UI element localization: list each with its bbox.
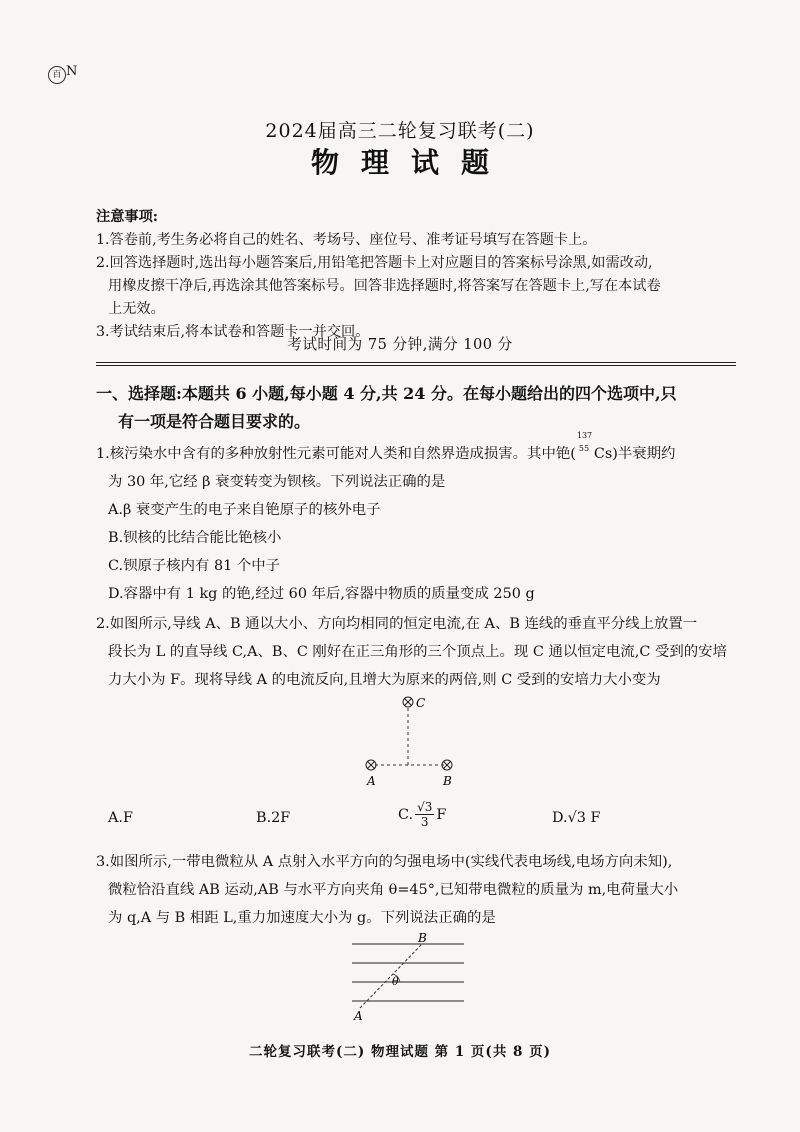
q1-isotope-mass: 137	[576, 431, 593, 440]
question-1	[96, 431, 746, 608]
q2-line3: 力大小为 F。现将导线 A 的电流反向,且增大为原来的两倍,则 C 受到的安培力大小变为	[108, 672, 661, 688]
label-c: C	[416, 696, 426, 710]
q1-isotope-atomic: 55	[578, 444, 590, 453]
q2-option-b: B.2F	[256, 810, 291, 826]
q2-option-d: D.√3 F	[552, 810, 601, 826]
q2-option-a: A.F	[108, 810, 133, 826]
notice-item-2-cont: 用橡皮擦干净后,再选涂其他答案标号。回答非选择题时,将答案写在答题卡上,写在本试卷	[108, 278, 661, 294]
section-heading-line2: 有一项是符合题目要求的。	[118, 412, 311, 431]
notice-item-2: 2.回答选择题时,选出每小题答案后,用铅笔把答题卡上对应题目的答案标号涂黑,如需改动,	[96, 255, 653, 271]
page-footer: 二轮复习联考(二) 物理试题 第 1 页(共 8 页)	[248, 1044, 552, 1060]
q3-line2: 微粒恰沿直线 AB 运动,AB 与水平方向夹角 θ=45°,已知带电微粒的质量为 m,电荷量大小	[108, 882, 679, 898]
divider-thin	[96, 365, 736, 366]
q1-stem-line1	[96, 431, 746, 468]
q2-line1: 2.如图所示,导线 A、B 通以大小、方向均相同的恒定电流,在 A、B 连线的垂直平分线上放置一	[96, 616, 698, 632]
q1-option-b: B.钡核的比结合能比铯核小	[108, 530, 282, 546]
exam-title: 2024届高三二轮复习联考(二)	[265, 120, 535, 142]
notice-item-1: 1.答卷前,考生务必将自己的姓名、考场号、座位号、准考证号填写在答题卡上。	[96, 232, 597, 248]
q1-isotope-symbol: Cs	[593, 446, 613, 462]
q1-option-a: A.β 衰变产生的电子来自铯原子的核外电子	[108, 502, 381, 518]
section-heading-line1: 一、选择题:本题共 6 小题,每小题 4 分,共 24 分。在每小题给出的四个选项中,只	[96, 384, 677, 403]
q2-option-c	[398, 800, 446, 829]
q2-option-c-suffix: F	[436, 806, 447, 823]
time-info: 考试时间为 75 分钟,满分 100 分	[287, 336, 513, 353]
q1-stem-b: )半衰期约	[612, 446, 676, 462]
q2-option-c-prefix: C.	[398, 806, 414, 823]
notice-block	[96, 229, 736, 344]
wire-c-symbol	[403, 697, 413, 707]
divider-thick	[96, 362, 736, 363]
subject-title: 物理试题	[310, 146, 511, 179]
notice-item-2-end: 上无效。	[108, 301, 165, 317]
q2-option-c-denominator: 3	[420, 815, 429, 829]
q2-figure	[355, 690, 465, 790]
q1-option-c: C.钡原子核内有 81 个中子	[108, 558, 281, 574]
q1-isotope-numbers	[576, 431, 594, 468]
wire-a-symbol	[366, 760, 376, 770]
section-heading	[96, 380, 746, 436]
notice-item-3: 3.考试结束后,将本试卷和答题卡一并交回。	[96, 324, 370, 340]
label-point-a: A	[354, 1009, 363, 1022]
q1-stem-a: 1.核污染水中含有的多种放射性元素可能对人类和自然界造成损害。其中铯(	[96, 446, 576, 462]
question-2	[96, 610, 746, 694]
q1-stem-line2: 为 30 年,它经 β 衰变转变为钡核。下列说法正确的是	[108, 474, 446, 490]
q1-option-d: D.容器中有 1 kg 的铯,经过 60 年后,容器中物质的质量变成 250 g	[108, 586, 535, 602]
q3-line3: 为 q,A 与 B 相距 L,重力加速度大小为 g。下列说法正确的是	[108, 910, 496, 926]
q3-line1: 3.如图所示,一带电微粒从 A 点射入水平方向的匀强电场中(实线代表电场线,电场方向未知),	[96, 854, 673, 870]
question-3	[96, 848, 746, 932]
label-b: B	[443, 774, 452, 788]
q3-figure	[340, 930, 470, 1022]
path-ab-dashed	[360, 944, 422, 1008]
label-theta: θ	[392, 975, 399, 988]
label-point-b: B	[418, 931, 427, 945]
q2-option-c-fraction	[415, 800, 434, 829]
notice-heading: 注意事项:	[96, 209, 158, 225]
corner-mark-circle: 百	[48, 66, 66, 84]
corner-mark-letter: N	[66, 64, 78, 79]
label-a: A	[367, 774, 376, 788]
q2-option-c-numerator: √3	[417, 800, 433, 814]
q2-line2: 段长为 L 的直导线 C,A、B、C 刚好在正三角形的三个顶点上。现 C 通以恒定电流,C 受到的安培	[108, 644, 727, 660]
